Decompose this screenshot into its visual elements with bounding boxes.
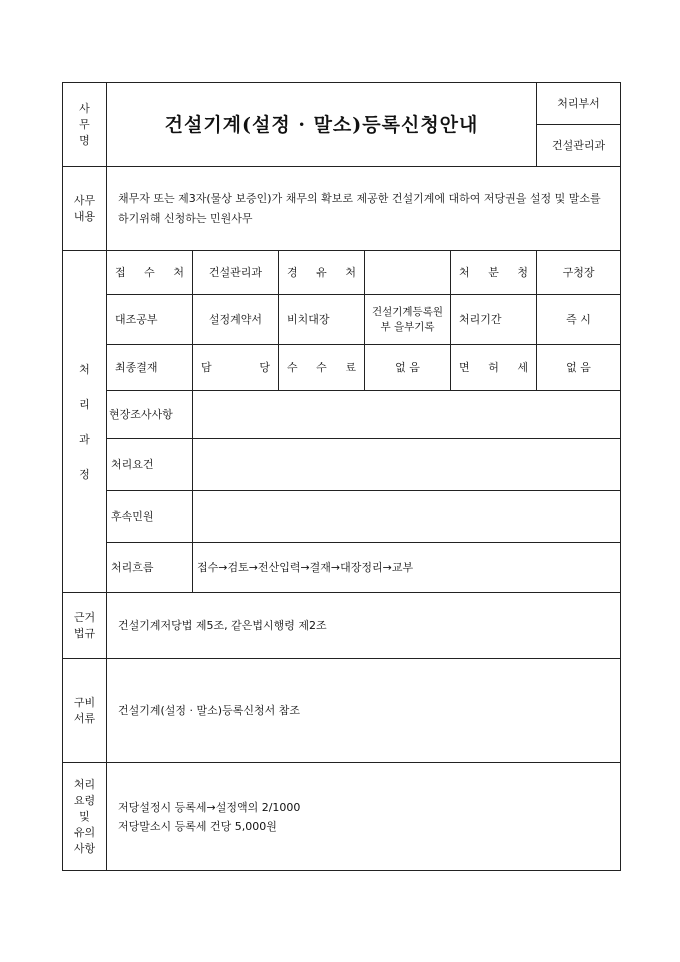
- final-approval-value: 담 당: [193, 345, 279, 391]
- disposing-office-value: 구청장: [537, 251, 621, 295]
- disposing-office-label: 처 분 청: [451, 251, 537, 295]
- dept-label: 처리부서: [537, 83, 621, 125]
- office-name-label: 사 무 명: [63, 83, 107, 167]
- reference-register-label: 대조공부: [107, 295, 193, 345]
- followup-label: 후속민원: [107, 491, 193, 543]
- work-content-label: 사무 내용: [63, 167, 107, 251]
- notes-line: 저당설정시 등록세→설정액의 2/1000: [118, 800, 301, 814]
- kept-ledger-label: 비치대장: [279, 295, 365, 345]
- final-approval-label: 최종결재: [107, 345, 193, 391]
- process-label: 처 리 과 정: [63, 251, 107, 593]
- form-document: [62, 82, 620, 874]
- info-table: [62, 82, 621, 871]
- via-office-label: 경 유 처: [279, 251, 365, 295]
- notes-line: 저당말소시 등록세 건당 5,000원: [118, 819, 277, 833]
- fee-label: 수 수 료: [279, 345, 365, 391]
- site-survey-label: 현장조사사항: [107, 391, 193, 439]
- receiving-office-label: 접 수 처: [107, 251, 193, 295]
- requirements-value: [193, 439, 621, 491]
- receiving-office-value: 건설관리과: [193, 251, 279, 295]
- notes-label: 처리 요령 및 유의 사항: [63, 763, 107, 871]
- legal-basis-label: 근거 법규: [63, 593, 107, 659]
- fee-value: 없 음: [365, 345, 451, 391]
- notes-text: [107, 763, 621, 871]
- processing-period-label: 처리기간: [451, 295, 537, 345]
- legal-basis-text: 건설기계저당법 제5조, 같은법시행령 제2조: [107, 593, 621, 659]
- processing-period-value: 즉 시: [537, 295, 621, 345]
- kept-ledger-value: 건설기계등록원부 을부기록: [365, 295, 451, 345]
- followup-value: [193, 491, 621, 543]
- page-title: 건설기계(설정 · 말소)등록신청안내: [107, 83, 537, 167]
- dept-value: 건설관리과: [537, 125, 621, 167]
- license-tax-label: 면 허 세: [451, 345, 537, 391]
- license-tax-value: 없 음: [537, 345, 621, 391]
- via-office-value: [365, 251, 451, 295]
- requirements-label: 처리요건: [107, 439, 193, 491]
- flow-label: 처리흐름: [107, 543, 193, 593]
- site-survey-value: [193, 391, 621, 439]
- work-content-text: 채무자 또는 제3자(물상 보증인)가 채무의 확보로 제공한 건설기계에 대하여 저당권을 설정 및 말소를 하기위해 신청하는 민원사무: [107, 167, 621, 251]
- documents-text: 건설기계(설정 · 말소)등록신청서 참조: [107, 659, 621, 763]
- documents-label: 구비 서류: [63, 659, 107, 763]
- flow-value: 접수→검토→전산입력→결재→대장정리→교부: [193, 543, 621, 593]
- reference-register-value: 설정계약서: [193, 295, 279, 345]
